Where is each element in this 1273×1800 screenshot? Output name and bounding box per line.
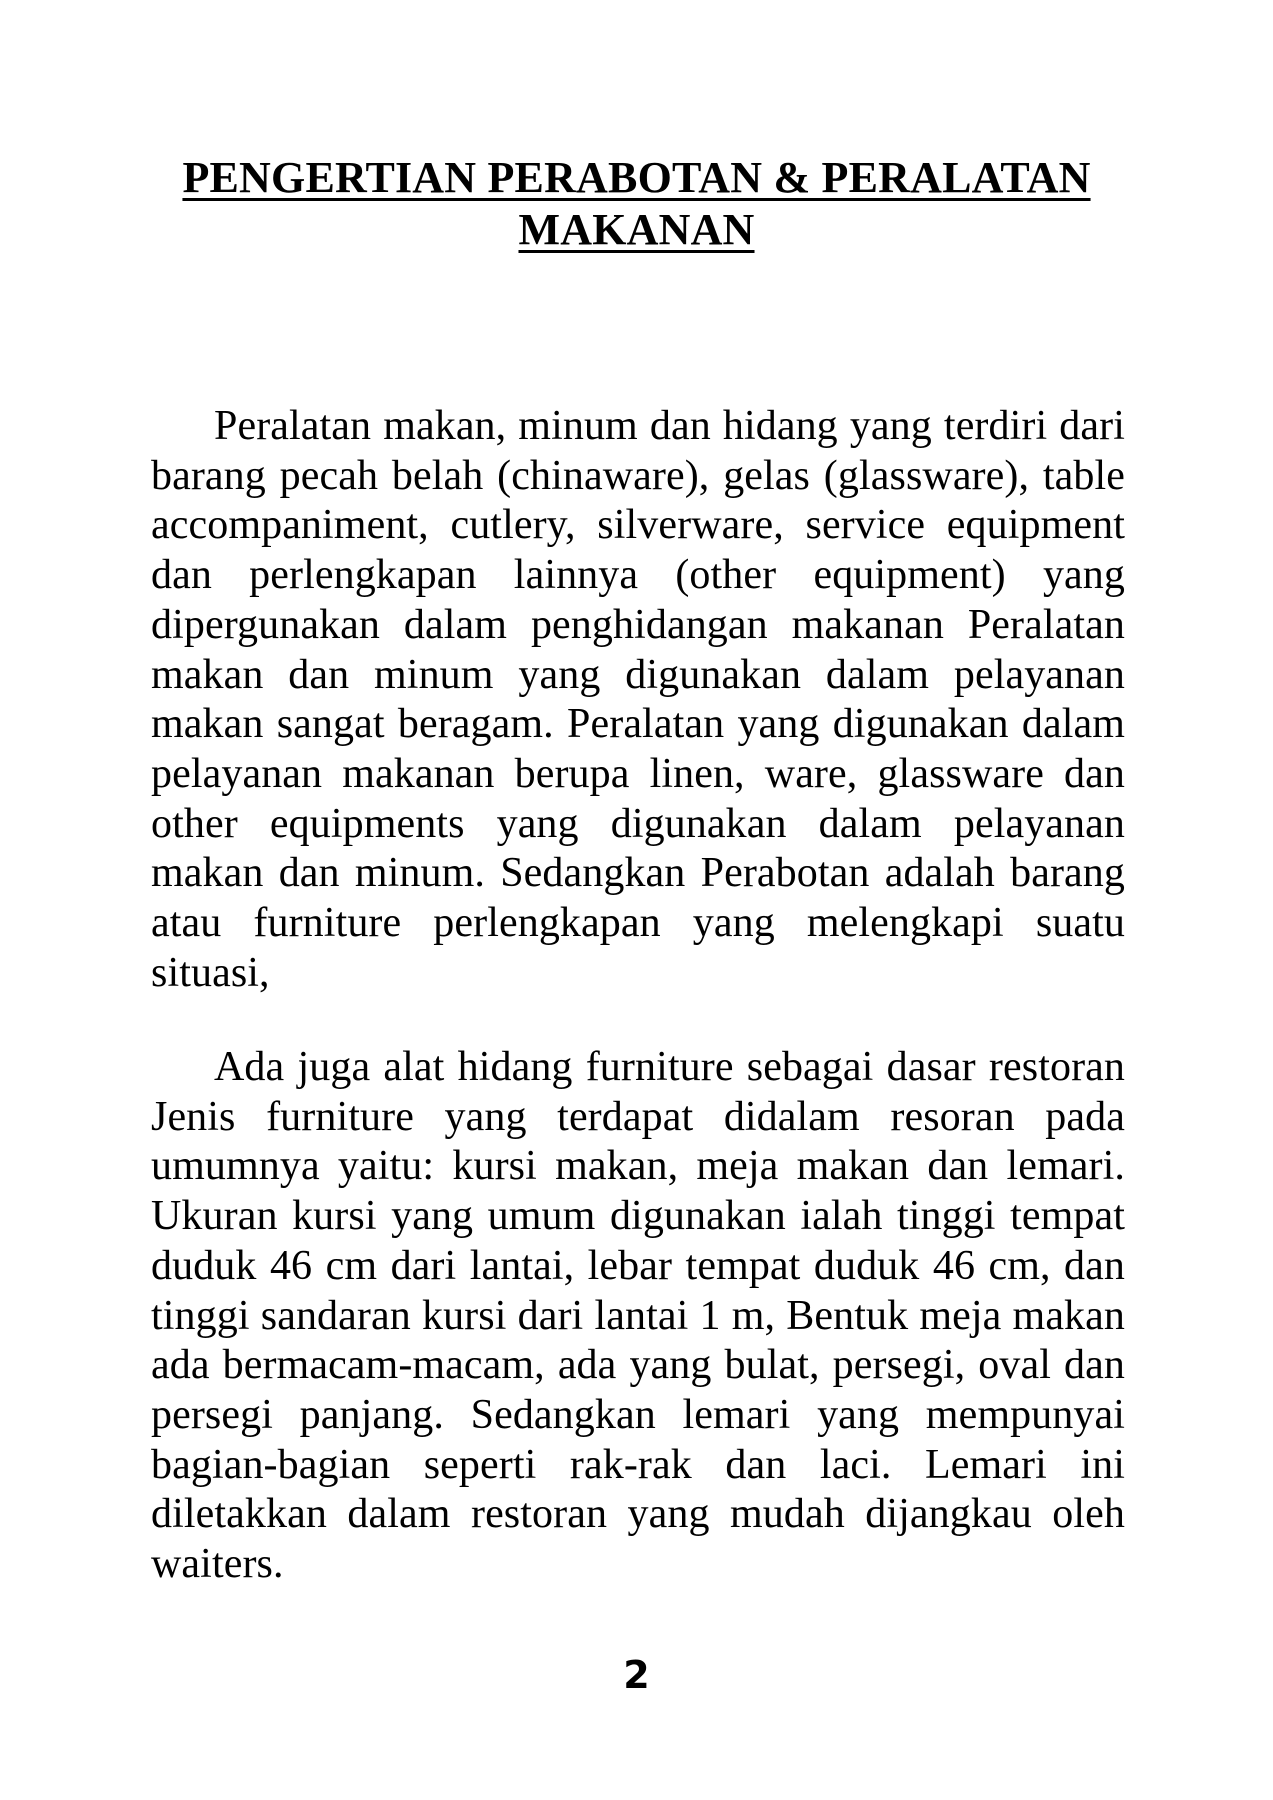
page-title: [150, 152, 1123, 256]
paragraph-furniture-restoran: Ada juga alat hidang furniture sebagai dasar restoran Jenis furniture yang terdapat didalam resoran pada umumnya yaitu: kursi makan, meja makan dan lemari. Ukuran kursi yang umum digunakan ialah tinggi tempat duduk 46 cm dari lantai, lebar tempat duduk 46 cm, dan tinggi sandaran kursi dari lantai 1 m, Bentuk meja makan ada bermacam-macam, ada yang bulat, persegi, oval dan persegi panjang. Sedangkan lemari yang mempunyai bagian-bagian seperti rak-rak dan laci. Lemari ini diletakkan dalam restoran yang mudah dijangkau oleh waiters.: [151, 1044, 1125, 1588]
title-line-1: PENGERTIAN PERABOTAN & PERALATAN: [182, 153, 1091, 202]
page-number: 2: [623, 1653, 650, 1697]
paragraph-peralatan-makan: Peralatan makan, minum dan hidang yang terdiri dari barang pecah belah (chinaware), gelas (glassware), table accompaniment, cutlery, silverware, service equipment dan perlengkapan lainnya (other equipment) yang dipergunakan dalam penghidangan makanan Peralatan makan dan minum yang digunakan dalam pelayanan makan sangat beragam. Peralatan yang digunakan dalam pelayanan makanan berupa linen, ware, glassware dan other equipments yang digunakan dalam pelayanan makan dan minum. Sedangkan Perabotan adalah barang atau furniture perlengkapan yang melengkapi suatu situasi,: [151, 403, 1125, 996]
title-line-2: MAKANAN: [518, 205, 755, 254]
